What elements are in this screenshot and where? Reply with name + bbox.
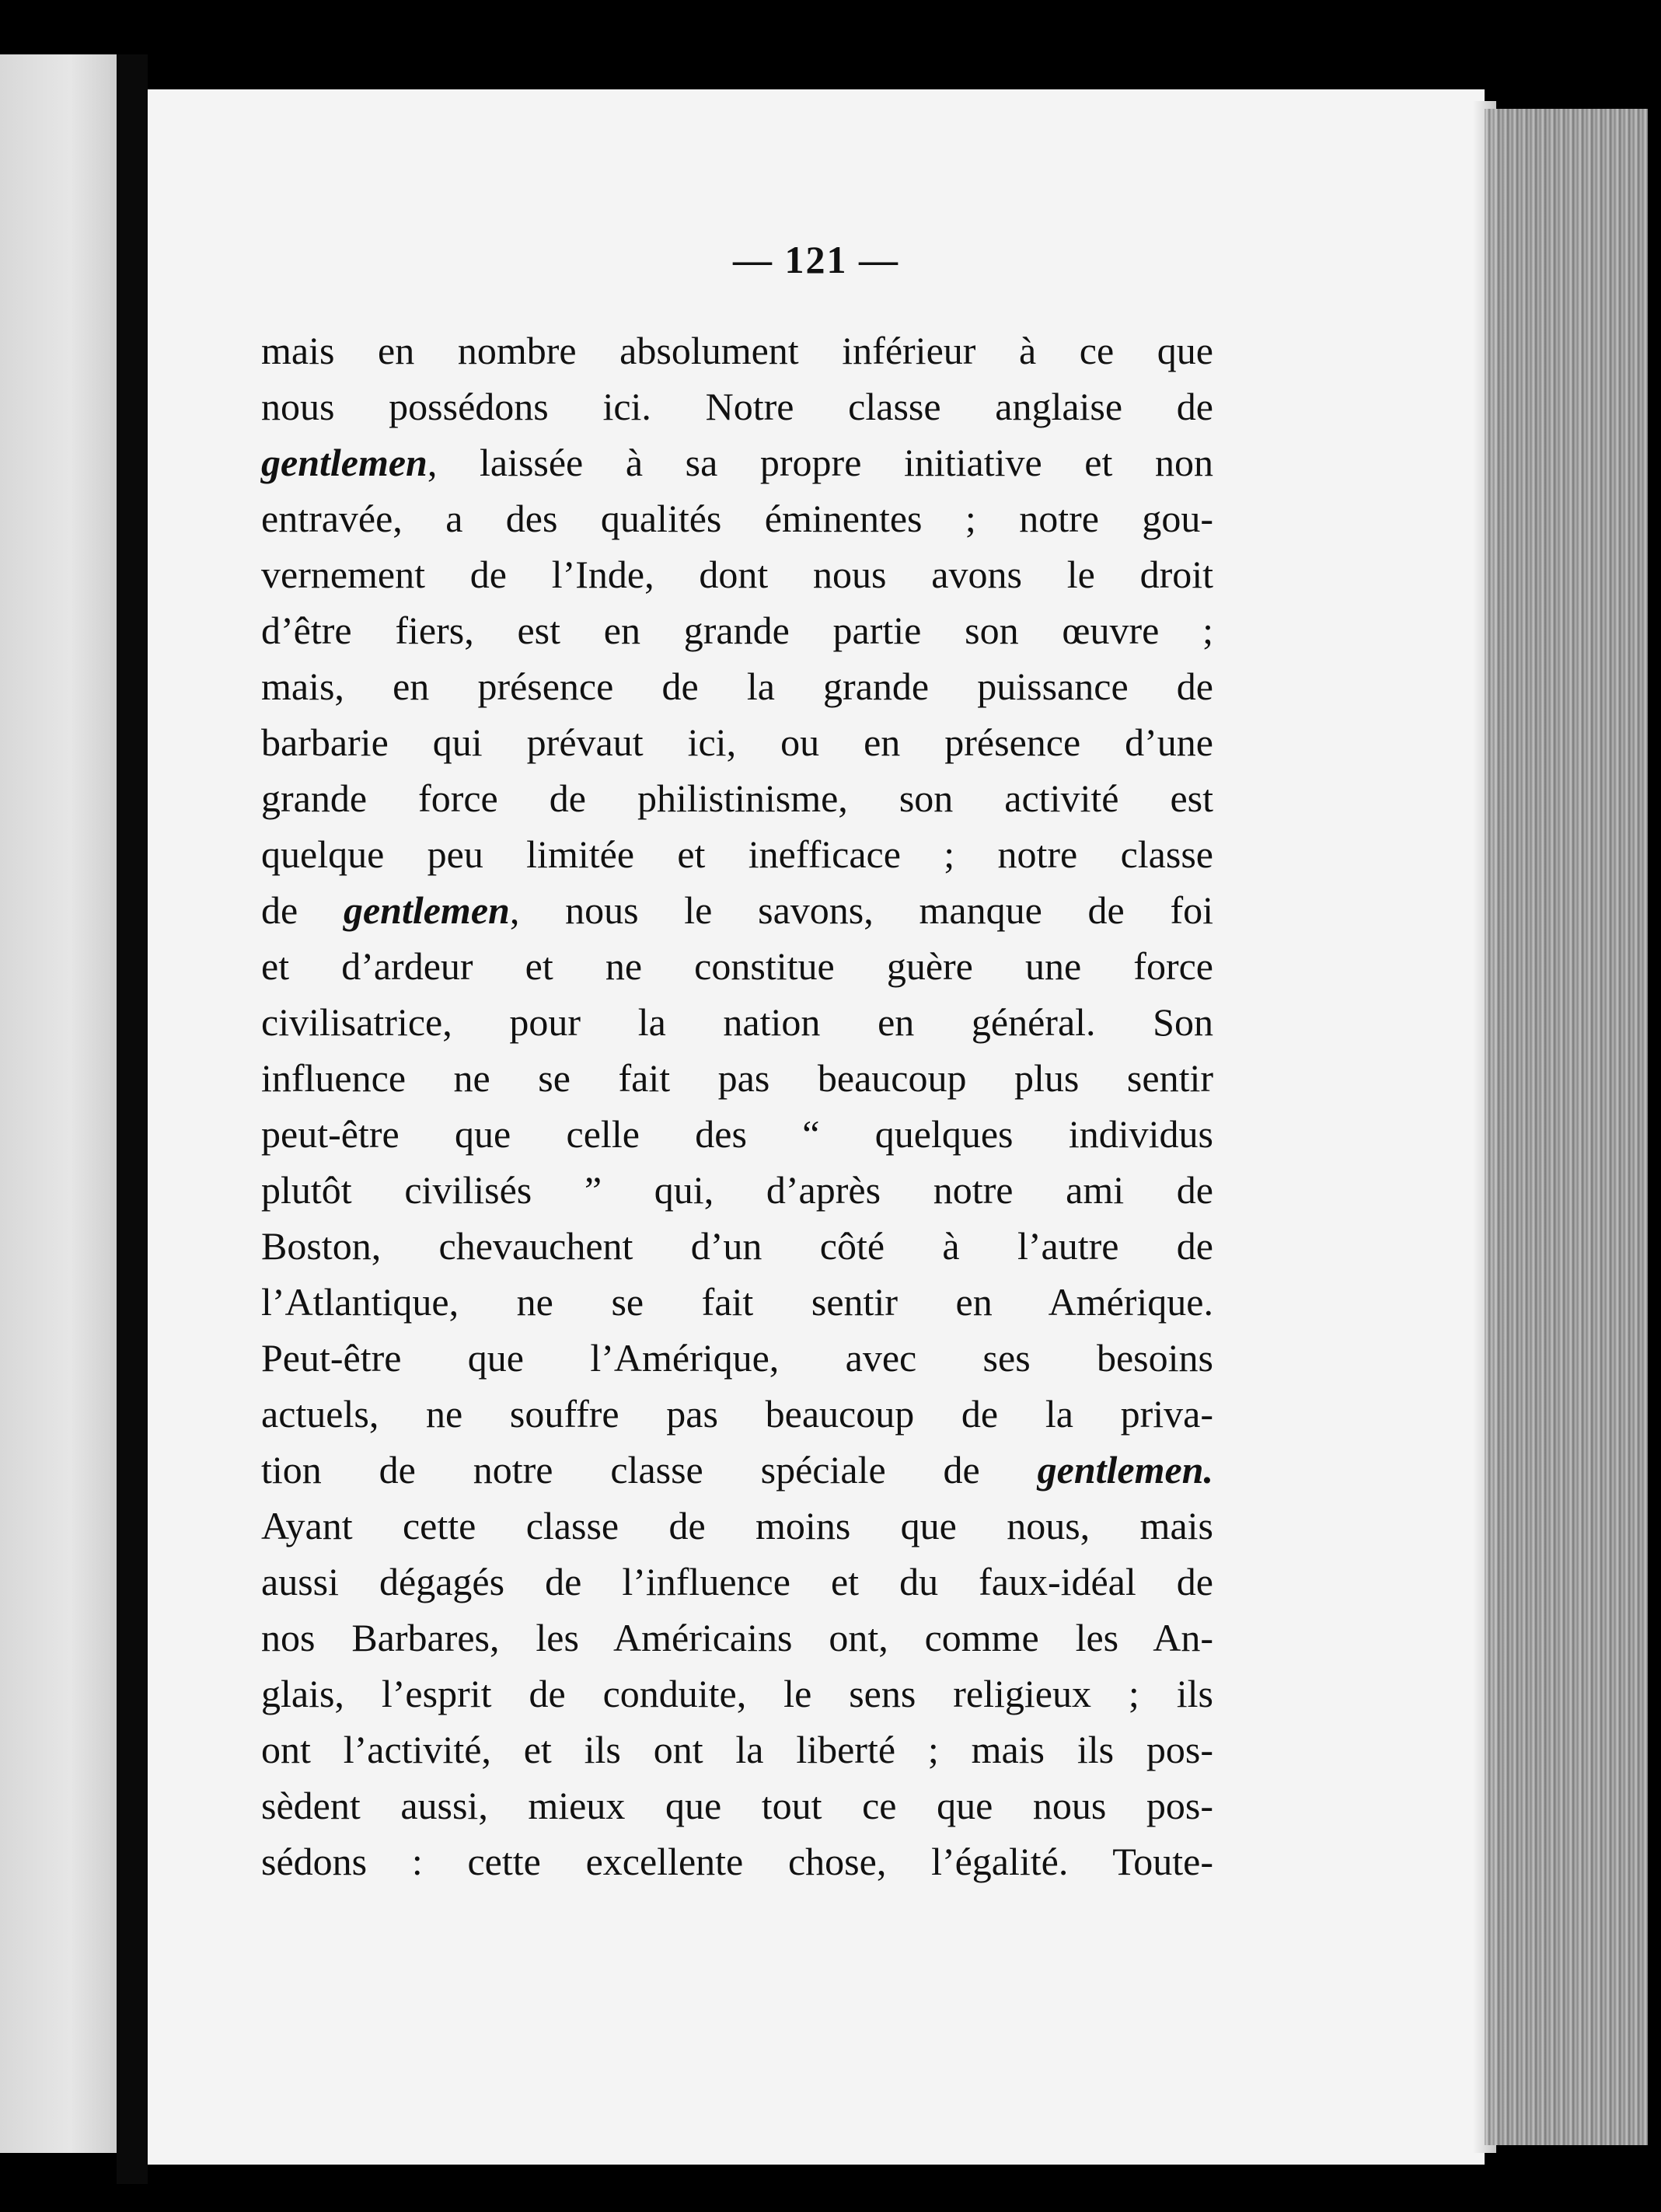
text-line	[261, 1666, 1213, 1722]
text-run: l’Atlantique, ne se fait sentir en Amérique.	[261, 1280, 1213, 1324]
text-run: vernement de l’Inde, dont nous avons le droit	[261, 553, 1213, 596]
text-line	[261, 1106, 1213, 1162]
text-run: Ayant cette classe de moins que nous, mais	[261, 1504, 1213, 1547]
text-run: actuels, ne souffre pas beaucoup de la priva-	[261, 1392, 1213, 1436]
text-line	[261, 1330, 1213, 1386]
text-run: nous possédons ici. Notre classe anglaise de	[261, 385, 1213, 428]
text-line	[261, 770, 1213, 826]
text-run: Peut-être que l’Amérique, avec ses besoins	[261, 1336, 1213, 1380]
text-line	[261, 882, 1213, 938]
text-line	[261, 602, 1213, 658]
text-run: Boston, chevauchent d’un côté à l’autre de	[261, 1224, 1213, 1268]
text-line	[261, 323, 1213, 379]
text-run: mais en nombre absolument inférieur à ce que	[261, 329, 1213, 372]
text-line	[261, 938, 1213, 994]
text-line	[261, 1274, 1213, 1330]
text-run: glais, l’esprit de conduite, le sens religieux ; ils	[261, 1672, 1213, 1715]
text-run: , laissée à sa propre initiative et non	[427, 441, 1213, 484]
text-line	[261, 1722, 1213, 1778]
text-line	[261, 1498, 1213, 1554]
text-run: grande force de philistinisme, son activité est	[261, 776, 1213, 820]
text-line	[261, 658, 1213, 714]
text-run: civilisatrice, pour la nation en général. Son	[261, 1000, 1213, 1044]
text-line	[261, 1218, 1213, 1274]
text-line	[261, 1554, 1213, 1610]
text-line	[261, 1386, 1213, 1442]
italic-term: gentlemen	[343, 888, 510, 932]
text-line	[261, 714, 1213, 770]
text-run: sèdent aussi, mieux que tout ce que nous pos-	[261, 1784, 1213, 1827]
text-run: entravée, a des qualités éminentes ; notre gou-	[261, 497, 1213, 540]
text-run: tion de notre classe spéciale de	[261, 1448, 1038, 1492]
page-edges-stack	[1485, 109, 1648, 2145]
text-line	[261, 826, 1213, 882]
book-spine-shadow	[117, 54, 148, 2184]
text-line	[261, 994, 1213, 1050]
text-line	[261, 490, 1213, 546]
text-run: quelque peu limitée et inefficace ; notre classe	[261, 832, 1213, 876]
text-run: ont l’activité, et ils ont la liberté ; mais ils pos-	[261, 1728, 1213, 1771]
text-run: , nous le savons, manque de foi	[509, 888, 1213, 932]
italic-term: gentlemen.	[1037, 1448, 1213, 1492]
text-run: peut-être que celle des “ quelques individus	[261, 1112, 1213, 1156]
text-line	[261, 1610, 1213, 1666]
scan-margin-left	[0, 54, 117, 2153]
text-run: sédons : cette excellente chose, l’égalité. Toute-	[261, 1840, 1213, 1883]
text-line	[261, 1833, 1213, 1889]
italic-term: gentlemen	[261, 441, 427, 484]
text-line	[261, 546, 1213, 602]
text-line	[261, 1050, 1213, 1106]
body-text	[261, 323, 1213, 1889]
text-run: influence ne se fait pas beaucoup plus sentir	[261, 1056, 1213, 1100]
text-line	[261, 1442, 1213, 1498]
text-run: aussi dégagés de l’influence et du faux-idéal de	[261, 1560, 1213, 1603]
text-run: barbarie qui prévaut ici, ou en présence d’une	[261, 720, 1213, 764]
text-run: et d’ardeur et ne constitue guère une force	[261, 944, 1213, 988]
text-run: plutôt civilisés ” qui, d’après notre ami de	[261, 1168, 1213, 1212]
text-line	[261, 434, 1213, 490]
text-run: de	[261, 888, 344, 932]
text-line	[261, 1162, 1213, 1218]
text-run: nos Barbares, les Américains ont, comme les An-	[261, 1616, 1213, 1659]
text-line	[261, 379, 1213, 434]
page-number: — 121 —	[733, 238, 899, 281]
text-run: mais, en présence de la grande puissance de	[261, 665, 1213, 708]
text-run: d’être fiers, est en grande partie son œuvre ;	[261, 609, 1213, 652]
text-line	[261, 1778, 1213, 1833]
